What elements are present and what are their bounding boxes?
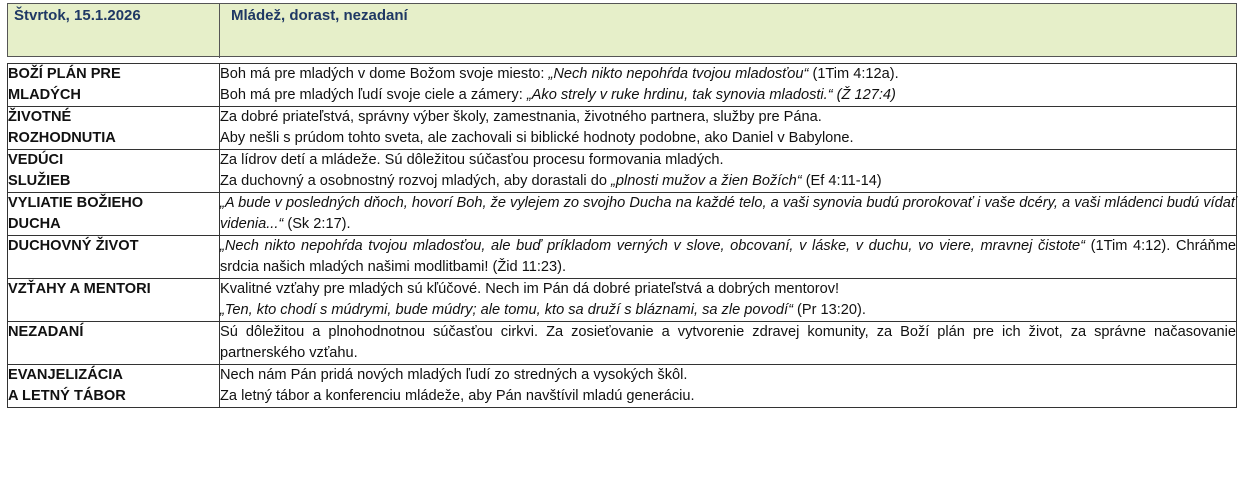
row-label: [8, 107, 220, 150]
header-date: Štvrtok, 15.1.2026: [14, 7, 141, 24]
row-label-line: EVANJELIZÁCIA: [8, 367, 123, 383]
prayer-topics-table: [7, 63, 1237, 408]
row-text: [220, 279, 1237, 322]
row-label: [8, 193, 220, 236]
row-text: [220, 107, 1237, 150]
table-row: [8, 365, 1237, 408]
text-segment: Kvalitné vzťahy pre mladých sú kľúčové. Nech im Pán dá dobré priateľstvá a dobrých mentorov!: [220, 281, 840, 297]
table-row: [8, 150, 1237, 193]
text-segment: (1Tim 4:12a).: [808, 66, 899, 82]
row-text-line: [220, 386, 1236, 407]
row-label: [8, 365, 220, 408]
row-text-line: [220, 365, 1236, 386]
text-segment: (Ef 4:11-14): [801, 173, 882, 189]
row-label-line: ROZHODNUTIA: [8, 130, 116, 146]
row-text-line: [220, 279, 1236, 300]
row-text: [220, 64, 1237, 107]
text-segment: (Sk 2:17).: [283, 216, 351, 232]
header-topic: Mládež, dorast, nezadaní: [231, 7, 408, 24]
row-label-line: MLADÝCH: [8, 87, 81, 103]
scripture-quote: „Nech nikto nepohŕda tvojou mladosťou“: [548, 66, 809, 82]
row-text: [220, 236, 1237, 279]
text-segment: Aby nešli s prúdom tohto sveta, ale zachovali si biblické hodnoty podobne, ako Daniel v Babylone.: [220, 130, 854, 146]
row-label-line: NEZADANÍ: [8, 324, 84, 340]
row-label-line: SLUŽIEB: [8, 173, 71, 189]
row-label-line: A LETNÝ TÁBOR: [8, 388, 126, 404]
row-label: [8, 236, 220, 279]
scripture-quote: „Ako strely v ruke hrdinu, tak synovia mladosti.“ (Ž 127:4): [526, 87, 896, 103]
row-text-line: [220, 85, 1236, 106]
table-row: [8, 64, 1237, 107]
row-text-line: [220, 193, 1236, 235]
row-text: [220, 365, 1237, 408]
scripture-quote: „Nech nikto nepohŕda tvojou mladosťou, ale buď príkladom verných v slove, obcovaní, v láske, v duchu, vo viere, mravnej čistote“: [220, 238, 1086, 254]
table-row: [8, 193, 1237, 236]
text-segment: Za lídrov detí a mládeže. Sú dôležitou súčasťou procesu formovania mladých.: [220, 152, 724, 168]
row-label: [8, 322, 220, 365]
row-text: [220, 322, 1237, 365]
text-segment: Boh má pre mladých v dome Božom svoje miesto:: [220, 66, 549, 82]
row-text-line: [220, 236, 1236, 278]
row-text: [220, 193, 1237, 236]
row-label-line: DUCHA: [8, 216, 61, 232]
text-segment: Nech nám Pán pridá nových mladých ľudí zo stredných a vysokých škôl.: [220, 367, 688, 383]
row-text-line: [220, 64, 1236, 85]
row-label-line: DUCHOVNÝ ŽIVOT: [8, 238, 139, 254]
text-segment: Za dobré priateľstvá, správny výber školy, zamestnania, životného partnera, služby pre Pána.: [220, 109, 822, 125]
scripture-quote: „plnosti mužov a žien Božích“: [611, 173, 802, 189]
text-segment: Boh má pre mladých ľudí svoje ciele a zámery:: [220, 87, 527, 103]
table-row: [8, 322, 1237, 365]
header-bar: [7, 3, 1237, 57]
row-label-line: BOŽÍ PLÁN PRE: [8, 66, 121, 82]
row-text-line: [220, 322, 1236, 364]
row-label-line: VYLIATIE BOŽIEHO: [8, 195, 144, 211]
row-label: [8, 150, 220, 193]
scripture-quote: „Ten, kto chodí s múdrymi, bude múdry; ale tomu, kto sa druží s bláznami, sa zle povodí“: [220, 302, 793, 318]
row-text-line: [220, 300, 1236, 321]
text-segment: Za letný tábor a konferenciu mládeže, aby Pán navštívil mladú generáciu.: [220, 388, 695, 404]
row-text: [220, 150, 1237, 193]
text-segment: (Pr 13:20).: [792, 302, 866, 318]
text-segment: Za duchovný a osobnostný rozvoj mladých, aby dorastali do: [220, 173, 612, 189]
row-text-line: [220, 128, 1236, 149]
row-label-line: VZŤAHY A MENTORI: [8, 281, 151, 297]
row-text-line: [220, 150, 1236, 171]
row-label-line: VEDÚCI: [8, 152, 64, 168]
row-text-line: [220, 171, 1236, 192]
row-label: [8, 279, 220, 322]
text-segment: (1Tim 4:12). Chráňme srdcia našich mladých našimi modlitbami! (Žid 11:23).: [220, 238, 1236, 275]
table-row: [8, 279, 1237, 322]
table-row: [8, 236, 1237, 279]
table-row: [8, 107, 1237, 150]
row-label-line: ŽIVOTNÉ: [8, 109, 72, 125]
row-text-line: [220, 107, 1236, 128]
row-label: [8, 64, 220, 107]
header-divider: [219, 4, 220, 58]
text-segment: Sú dôležitou a plnohodnotnou súčasťou cirkvi. Za zosieťovanie a vytvorenie zdravej komunity, za Boží plán pre ich život, za správne načasovanie partnerského vzťahu.: [220, 324, 1236, 361]
scripture-quote: „A bude v posledných dňoch, hovorí Boh, že vylejem zo svojho Ducha na každé telo, a vaši synovia budú prorokovať i vaše dcéry, a vaši mládenci budú vídať videnia...“: [220, 195, 1236, 232]
